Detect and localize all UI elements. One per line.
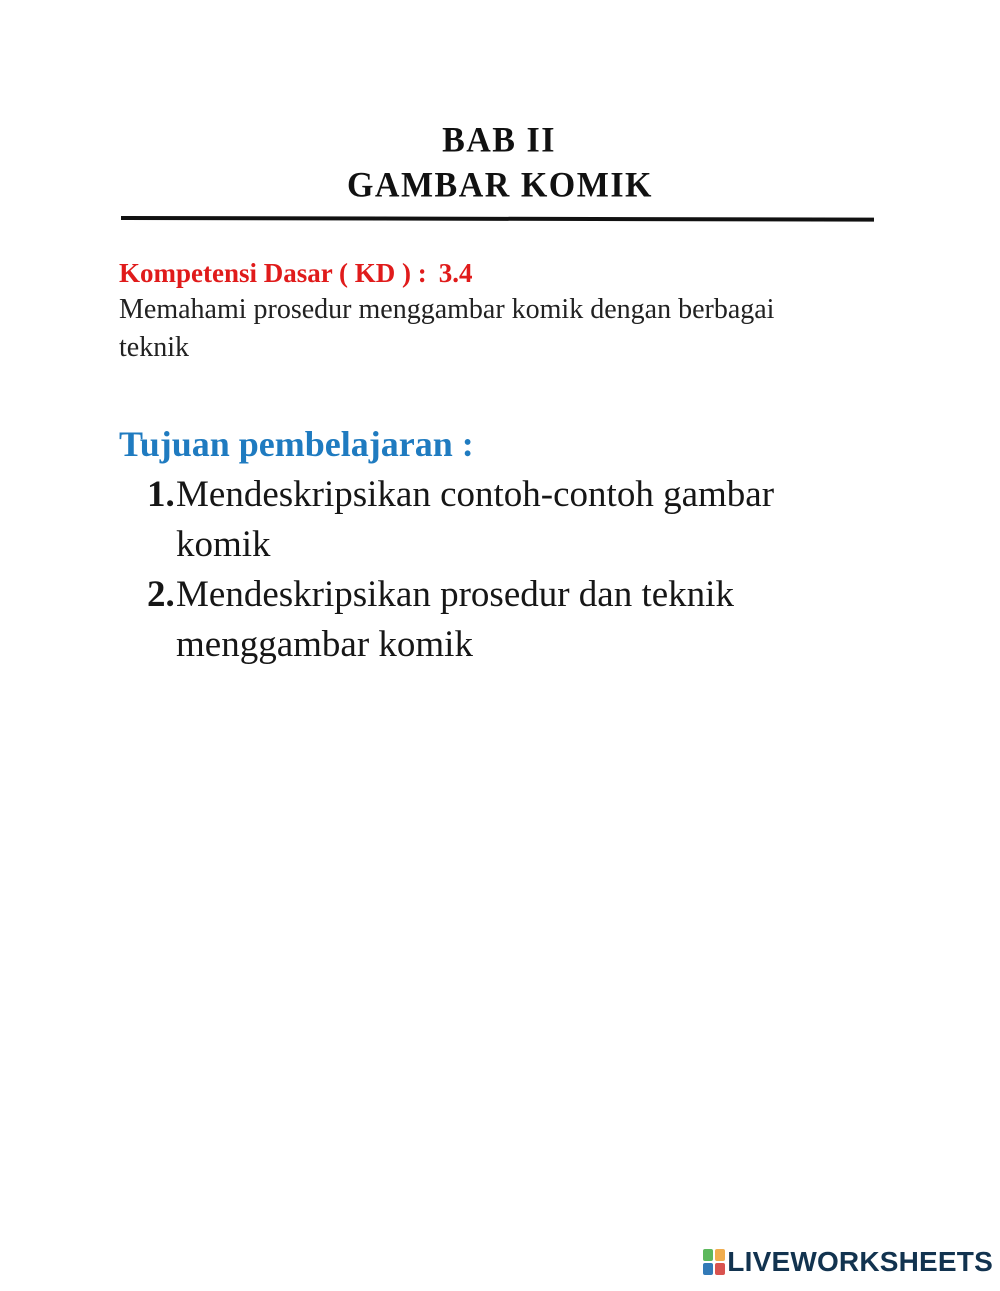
objective-number: 1. [147,474,175,515]
competency-label: Kompetensi Dasar ( KD ) : [119,258,427,288]
chapter-number: BAB II [442,121,556,160]
brand-name: LIVEWORKSHEETS [727,1246,993,1277]
competency-heading [119,255,879,291]
chapter-title: GAMBAR KOMIK [346,166,654,205]
objective-number: 2. [147,574,175,615]
header-divider [121,216,874,222]
brand-watermark[interactable] [703,1247,993,1277]
learning-objectives-heading: Tujuan pembelajaran : [119,424,474,464]
competency-section [119,255,879,367]
objective-item [119,470,836,570]
competency-description: Memahami prosedur menggambar komik dengan berbagai teknik [119,294,775,363]
chapter-header [0,118,1000,208]
objective-list [119,470,879,670]
objective-item [119,570,836,670]
competency-code: 3.4 [438,258,473,288]
learning-objectives-section [119,420,879,670]
objective-text: Mendeskripsikan prosedur dan teknik menggambar komik [176,574,734,665]
liveworksheets-logo-icon [703,1249,725,1275]
objective-text: Mendeskripsikan contoh-contoh gambar komik [176,474,775,565]
